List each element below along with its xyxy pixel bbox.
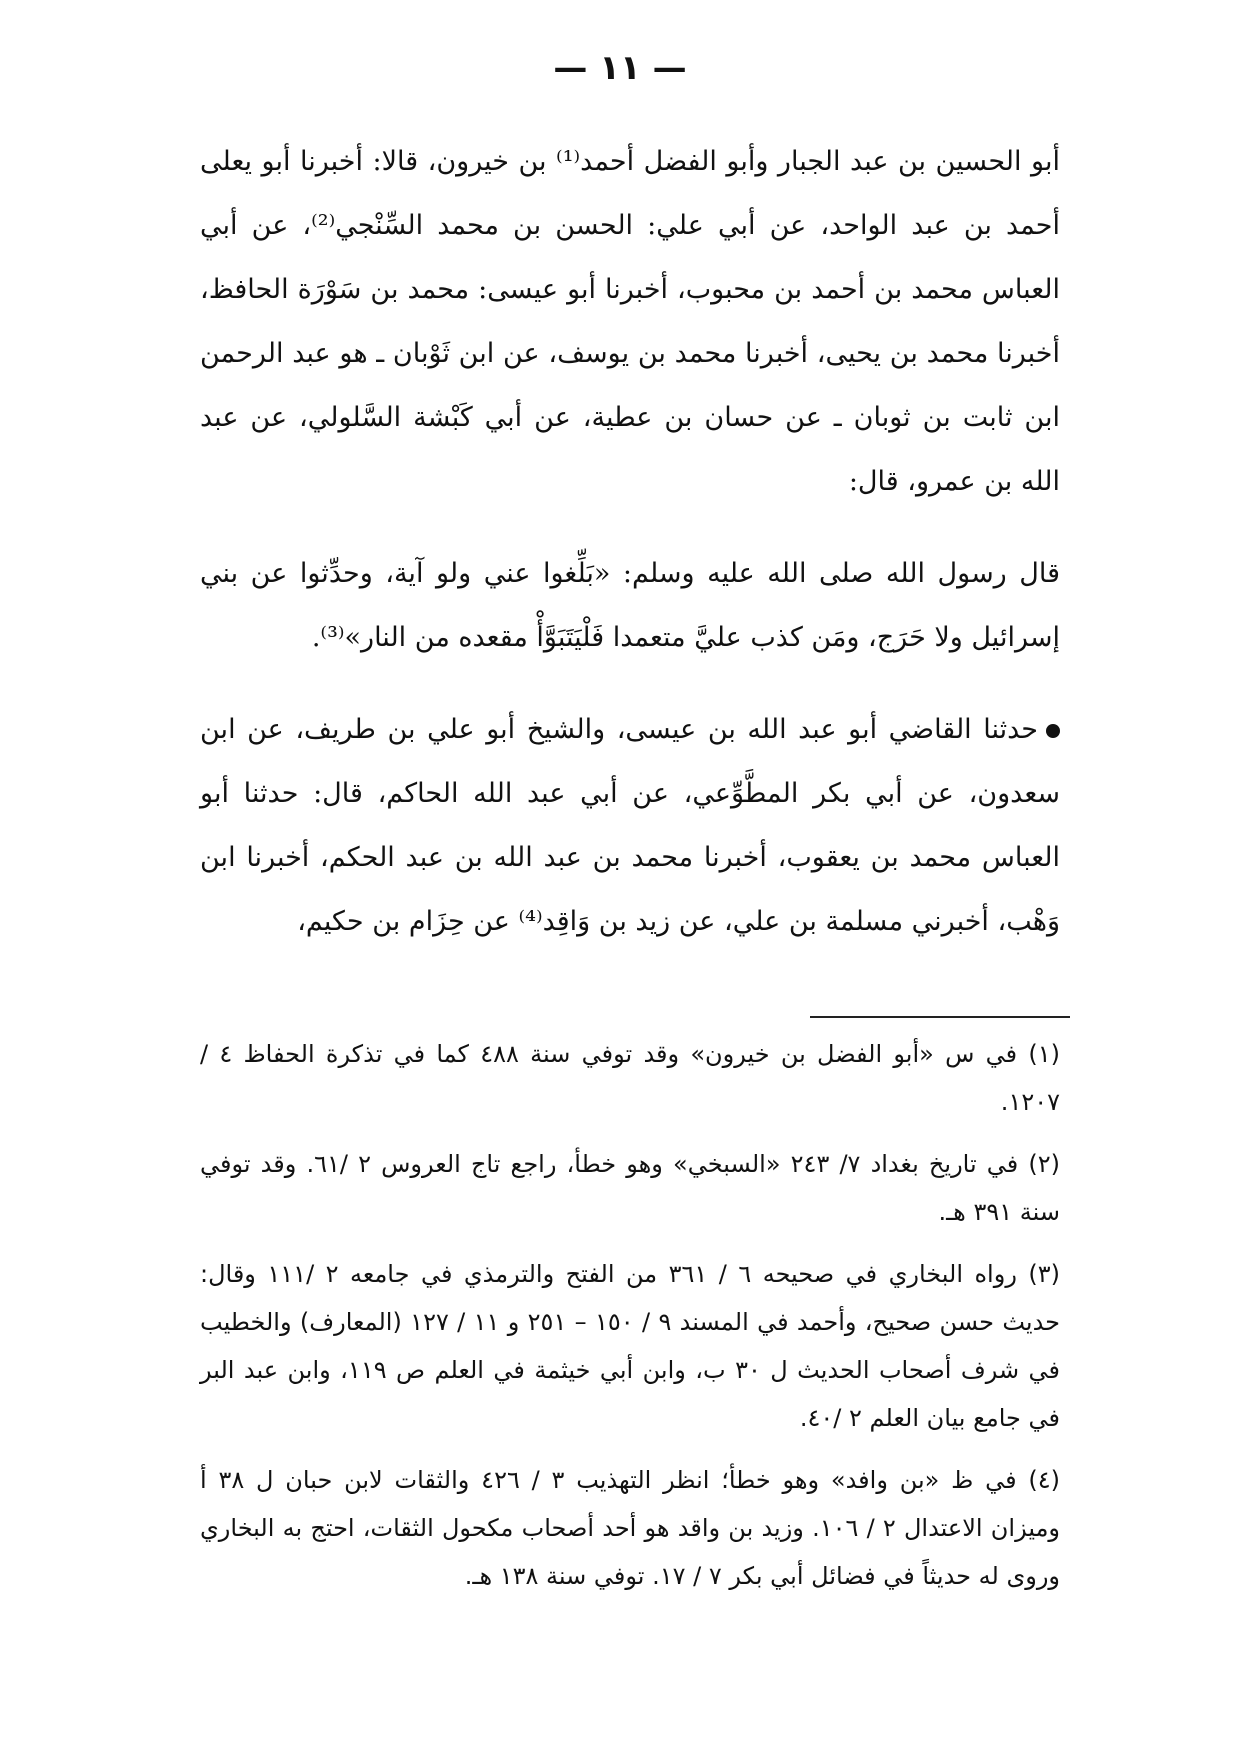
footnote-1: (١) في س «أبو الفضل بن خيرون» وقد توفي سنة ٤٨٨ كما في تذكرة الحفاظ ٤ / ١٢٠٧. <box>200 1040 1060 1116</box>
main-text <box>200 130 1060 954</box>
footnotes <box>200 1030 1060 1614</box>
page-number: — ١١ — <box>553 48 687 88</box>
footnote-4: (٤) في ظ «بن وافد» وهو خطأ؛ انظر التهذيب ٣ / ٤٢٦ والثقات لابن حبان ل ٣٨ أ وميزان الاعتدال ٢ / ١٠٦. وزيد بن واقد هو أحد أصحاب مكحول الثقات، احتج به البخاري وروى له حديثاً في فضائل أبي بكر ٧ / ١٧. توفي سنة ١٣٨ هـ. <box>200 1466 1061 1590</box>
footnote-3: (٣) رواه البخاري في صحيحه ٦ / ٣٦١ من الفتح والترمذي في جامعه ٢ /١١١ وقال: حديث حسن صحيح، وأحمد في المسند ٩ / ١٥٠ – ٢٥١ و ١١ / ١٢٧ (المعارف) والخطيب في شرف أصحاب الحديث ل ٣٠ ب، وابن أبي خيثمة في العلم ص ١١٩، وابن عبد البر في جامع بيان العلم ٢ /٤٠. <box>200 1260 1061 1432</box>
isnad-paragraph-2 <box>200 698 1060 954</box>
isnad-paragraph-1: أبو الحسين بن عبد الجبار وأبو الفضل أحمد⁽¹⁾ بن خيرون، قالا: أخبرنا أبو يعلى أحمد بن عبد الواحد، عن أبي علي: الحسن بن محمد السِّنْجي⁽²⁾، عن أبي العباس محمد بن أحمد بن محبوب، أخبرنا أبو عيسى: محمد بن سَوْرَة الحافظ، أخبرنا محمد بن يحيى، أخبرنا محمد بن يوسف، عن ابن ثَوْبان ـ هو عبد الرحمن ابن ثابت بن ثوبان ـ عن حسان بن عطية، عن أبي كَبْشة السَّلولي، عن عبد الله بن عمرو، قال: <box>200 146 1060 497</box>
footnote-2: (٢) في تاريخ بغداد ٧/ ٢٤٣ «السبخي» وهو خطأ، راجع تاج العروس ٢ /٦١. وقد توفي سنة ٣٩١ هـ. <box>200 1150 1061 1226</box>
footnote-divider <box>810 1016 1070 1018</box>
isnad-paragraph-2-text: حدثنا القاضي أبو عبد الله بن عيسى، والشيخ أبو علي بن طريف، عن ابن سعدون، عن أبي بكر المطَّوِّعي، عن أبي عبد الله الحاكم، قال: حدثنا أبو العباس محمد بن يعقوب، أخبرنا محمد بن عبد الله بن عبد الحكم، أخبرنا ابن وَهْب، أخبرني مسلمة بن علي، عن زيد بن وَاقِد⁽⁴⁾ عن حِزَام بن حكيم، <box>200 714 1060 937</box>
hadith-paragraph: قال رسول الله صلى الله عليه وسلم: «بَلِّغوا عني ولو آية، وحدِّثوا عن بني إسرائيل ولا حَرَج، ومَن كذب عليَّ متعمدا فَلْيَتَبَوَّأْ مقعده من النار»⁽³⁾. <box>200 558 1060 653</box>
bullet-icon <box>1046 724 1060 738</box>
